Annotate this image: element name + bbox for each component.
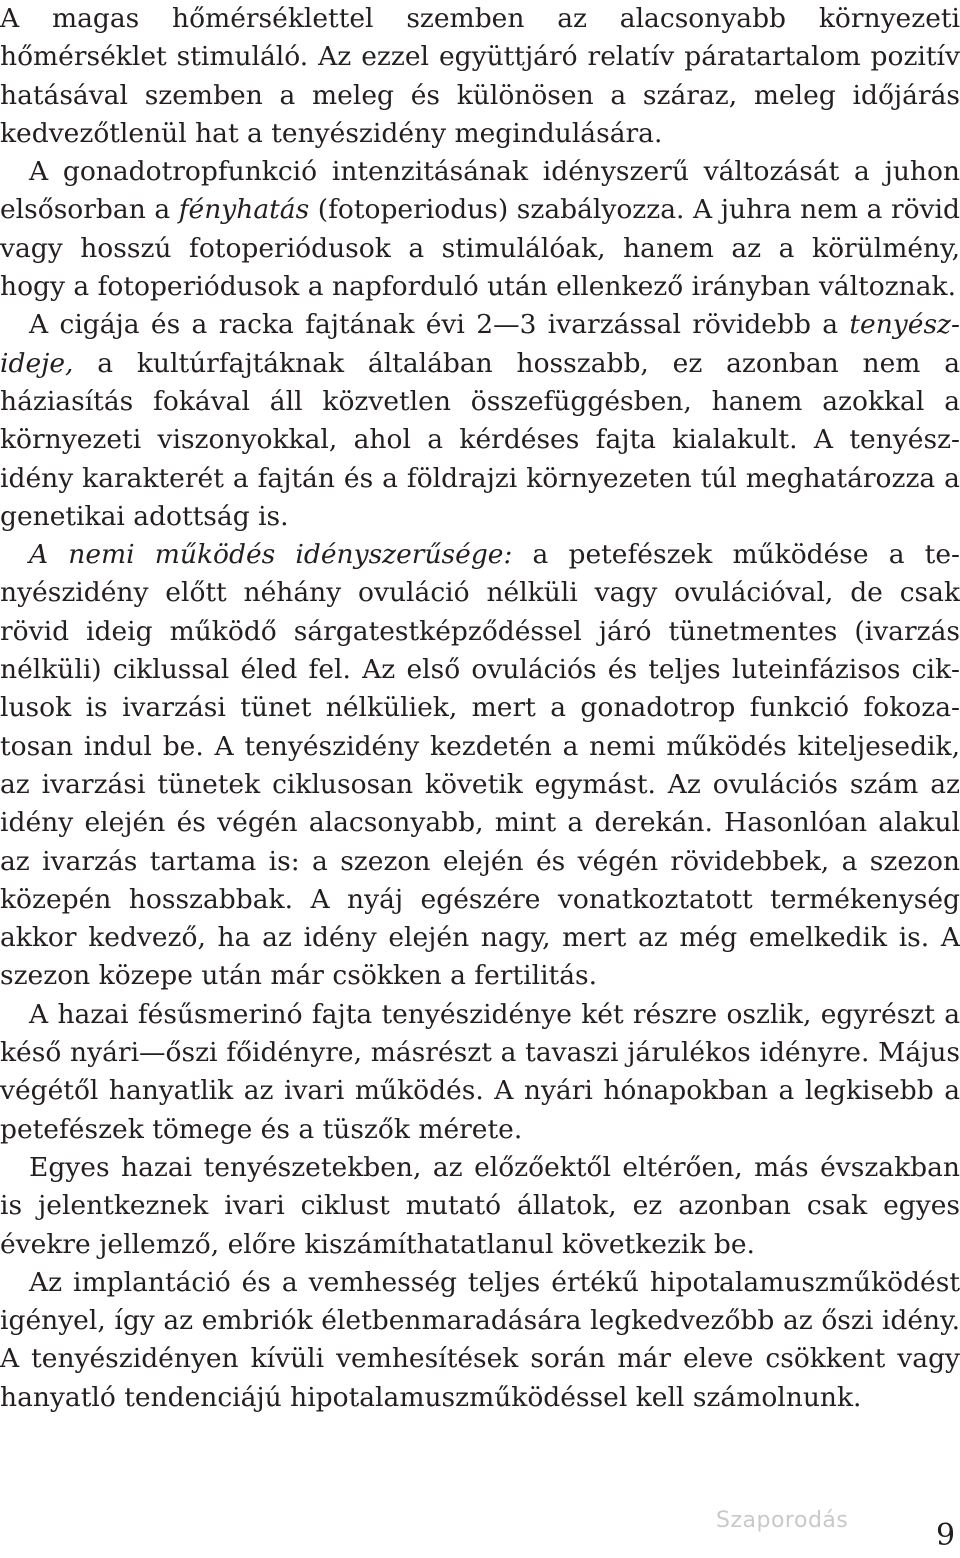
text-run: A cigája és a racka fajtának évi 2—3 ivarzással rövidebb a xyxy=(29,309,850,341)
text-run: a kultúrfajtáknak általában hosszabb, ez azonban nem a háziasítás fokával áll közvetlen összefüggésben, hanem azokkal a környezeti viszonyokkal, ahol a kérdéses fajta kialakult. A tenyészidény karakterét a fajtán és a földrajzi környezeten túl meghatározza a genetikai adottság is. xyxy=(0,347,960,532)
italic-term: A nemi működés idényszerűsége: xyxy=(29,539,513,571)
footer-section-label: Szaporodás xyxy=(716,1508,849,1533)
text-run: a petefészek működése a tenyészidény előtt néhány ovuláció nélküli vagy ovulációval, de csak rövid ideig működő sárgatestképződéssel járó tünetmentes (ivarzás nélküli) ciklussal éled fel. Az első ovulációs és teljes luteinfázisos ciklusok is ivarzási tünet nélküliek, mert a gonadotrop funkció fokozatosan indul be. A tenyészidény kezdetén a nemi működés kiteljesedik, az ivarzási tünetek ciklusosan követik egymást. Az ovulációs szám az idény elején és végén alacsonyabb, mint a derekán. Hasonlóan alakul az ivarzás tartama is: a szezon elején és végén rövidebbek, a szezon közepén hosszabbak. A nyáj egészére vonatkoztatott termékenység akkor kedvező, ha az idény elején nagy, mert az még emelkedik is. A szezon közepe után már csökken a fertilitás. xyxy=(0,539,960,992)
paragraph xyxy=(0,1149,960,1264)
text-run: Egyes hazai tenyészetekben, az előzőektől eltérően, más évszakban is jelentkeznek ivari ciklust mutató állatok, ez azonban csak egyes évekre jellemző, előre kiszámíthatatlanul következik be. xyxy=(0,1151,960,1260)
text-run: A gonadotropfunkció intenzitásának idényszerű változását a juhon elsősorban a xyxy=(0,156,960,226)
italic-term: fényhatás xyxy=(178,194,310,226)
paragraph xyxy=(0,1264,960,1417)
text-run: A magas hőmérséklettel szemben az alacsonyabb környezeti hőmérséklet stimuláló. Az ezzel együttjáró relatív páratartalom pozitív hatásával szemben a meleg és különösen a száraz, meleg időjárás kedvezőtlenül hat a tenyészidény megindulására. xyxy=(0,3,960,149)
paragraph xyxy=(0,536,960,996)
paragraph xyxy=(0,0,960,153)
text-run: Az implantáció és a vemhesség teljes értékű hipotalamuszműködést igényel, így az embriók életbenmaradására legkedvezőbb az őszi idény. A tenyészidényen kívüli vemhesítések során már eleve csökkent vagy hanyatló tendenciájú hipotalamuszműködéssel kell számolnunk. xyxy=(0,1266,960,1413)
italic-term: tenyészideje, xyxy=(0,309,960,379)
paragraph xyxy=(0,153,960,306)
page-number: 9 xyxy=(936,1518,956,1553)
text-run: (fotoperiodus) szabályozza. A juhra nem a rövid vagy hosszú fotoperiódusok a stimulálóak, hanem az a körülmény, hogy a fotoperiódusok a napforduló után ellenkező irányban változnak. xyxy=(0,194,960,303)
paragraph xyxy=(0,996,960,1149)
text-run: A hazai fésűsmerinó fajta tenyészidénye két részre oszlik, egyrészt a késő nyári—őszi főidényre, másrészt a tavaszi járulékos idényre. Május végétől hanyatlik az ivari működés. A nyári hónapokban a legkisebb a petefészek tömege és a tüszők mérete. xyxy=(0,998,960,1145)
paragraph xyxy=(0,306,960,536)
